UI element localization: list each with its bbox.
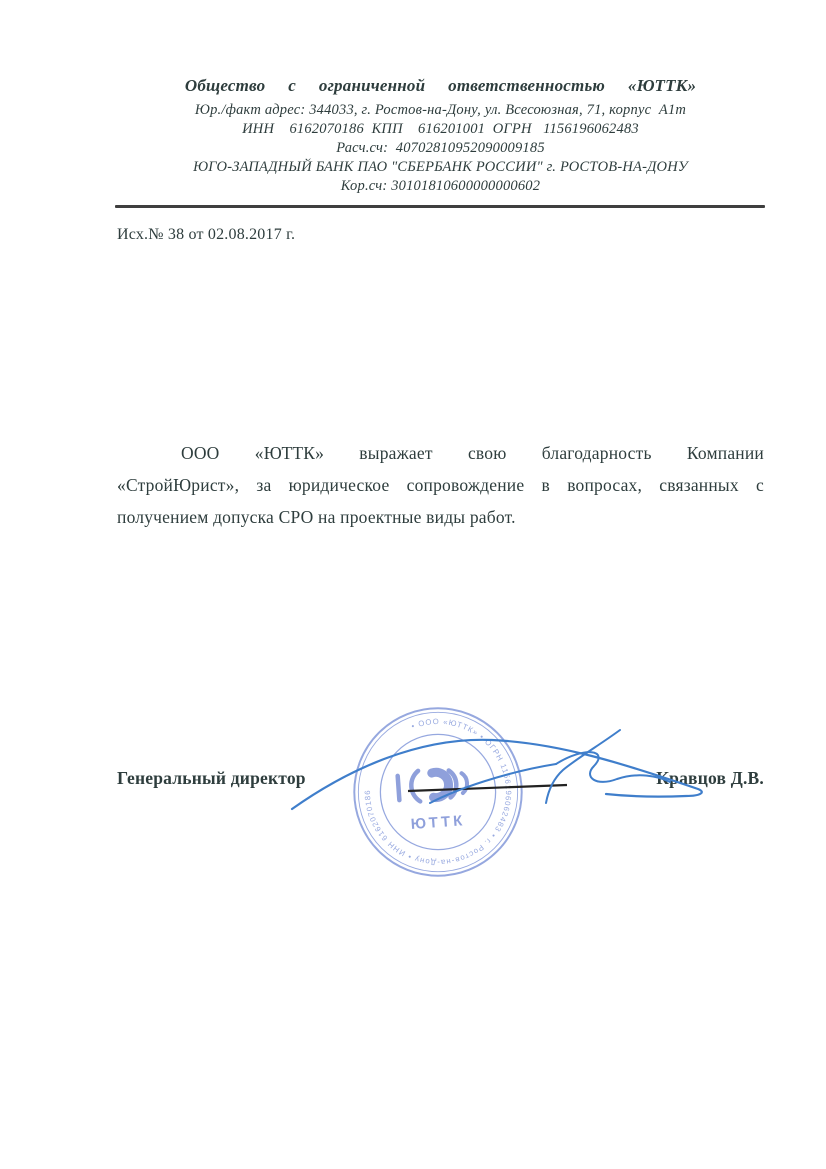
company-name-title: Общество с ограниченной ответственностью «ЮТТК» bbox=[184, 76, 697, 95]
signer-position-title: Генеральный директор bbox=[117, 768, 306, 788]
body-line: получением допуска СРО на проектные виды работ. bbox=[117, 507, 516, 527]
letter-body bbox=[117, 437, 764, 533]
body-line: ООО «ЮТТК» выражает свою благодарность Компании bbox=[181, 443, 764, 463]
letterhead-address-line: Юр./факт адрес: 344033, г. Ростов-на-Дону, ул. Всесоюзная, 71, корпус А1т bbox=[194, 102, 687, 118]
stamp-logo-glyph bbox=[397, 768, 468, 803]
company-stamp bbox=[348, 702, 528, 882]
stamp-outer-ring bbox=[354, 708, 521, 875]
letterhead bbox=[117, 76, 764, 196]
stamp-outer-ring-inner-edge bbox=[358, 712, 517, 871]
letterhead-corr-account-line: Кор.сч: 30101810600000000602 bbox=[340, 178, 541, 194]
letterhead-divider-rule bbox=[115, 205, 765, 208]
stamp-ring-text: • ООО «ЮТТК» • ОГРН 1156196062483 • г. Ростов-на-Дону • ИНН 6162070186 bbox=[363, 717, 513, 868]
letterhead-inn-kpp-ogrn-line: ИНН 6162070186 КПП 616201001 ОГРН 1156196062483 bbox=[242, 121, 639, 137]
body-line: «СтройЮрист», за юридическое сопровождение в вопросах, связанных с bbox=[117, 475, 764, 495]
letterhead-settlement-account-line: Расч.сч: 40702810952090009185 bbox=[336, 140, 545, 156]
stamp-center-text: ЮТТК bbox=[410, 813, 467, 833]
outgoing-number-line: Исх.№ 38 от 02.08.2017 г. bbox=[117, 226, 296, 243]
letterhead-bank-line: ЮГО-ЗАПАДНЫЙ БАНК ПАО "СБЕРБАНК РОССИИ" г. РОСТОВ-НА-ДОНУ bbox=[193, 159, 688, 175]
signer-name: Кравцов Д.В. bbox=[656, 768, 764, 788]
